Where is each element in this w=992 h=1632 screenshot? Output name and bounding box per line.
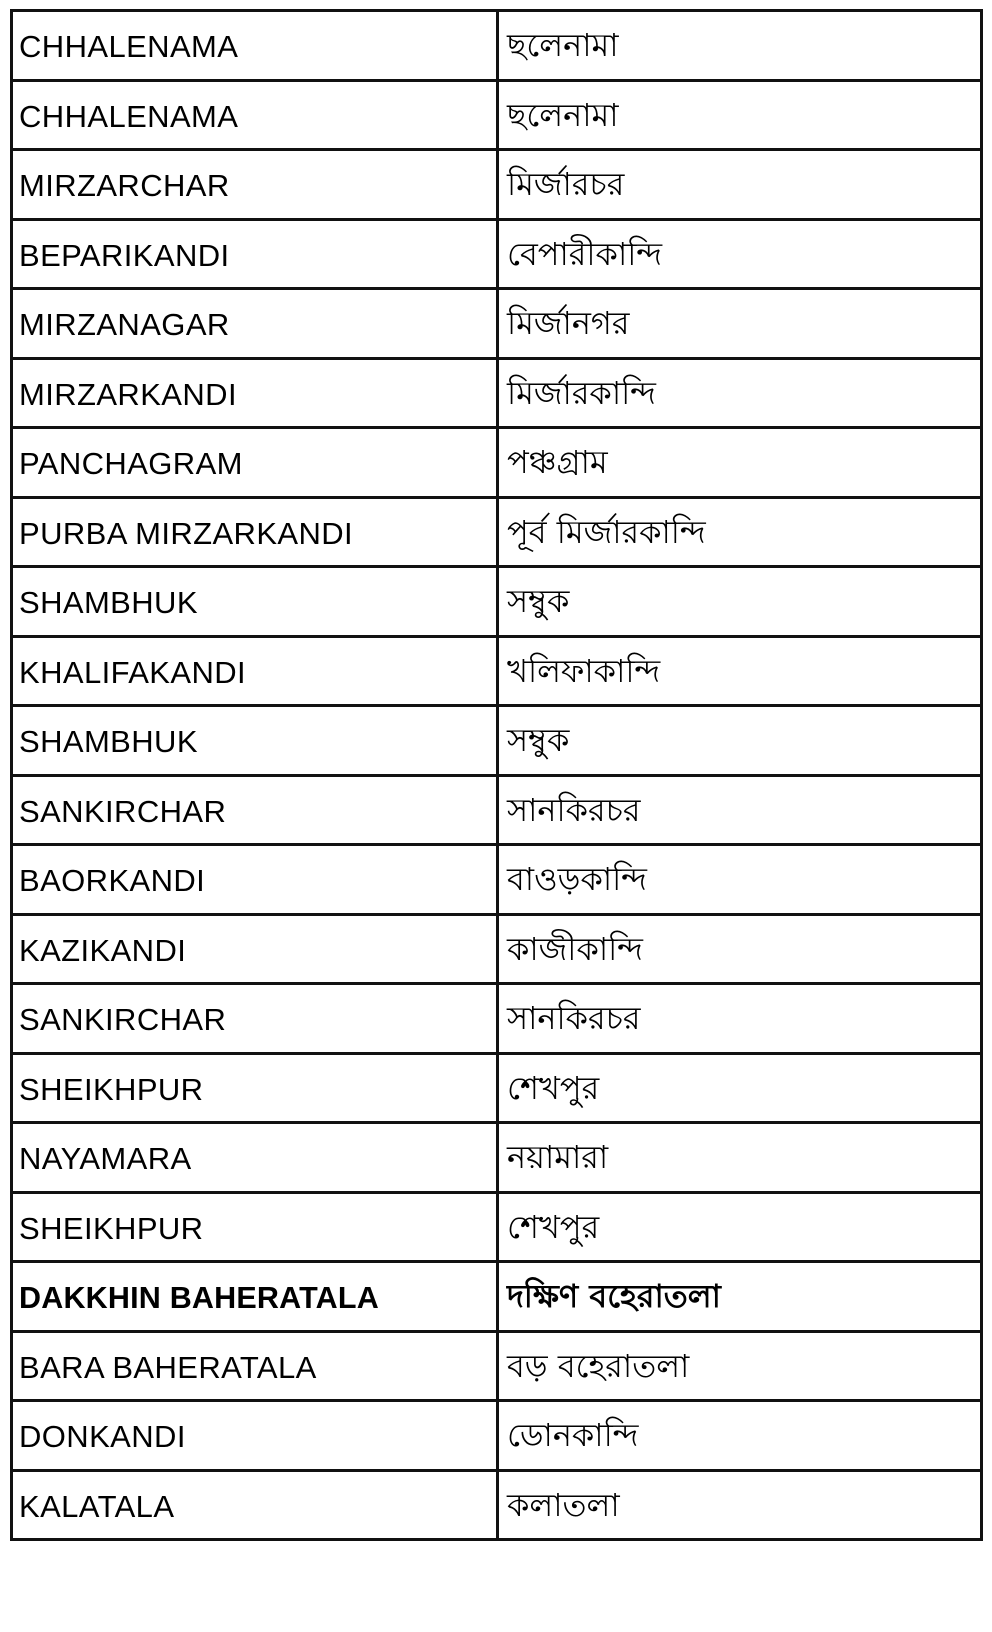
bengali-name-cell: মির্জারচর: [507, 165, 625, 203]
bengali-name-cell: ছলেনামা: [507, 95, 619, 134]
bengali-name-cell: বাওড়কান্দি: [507, 860, 647, 898]
english-name-cell: SHEIKHPUR: [13, 1055, 499, 1122]
table-row: [13, 360, 980, 430]
english-name-cell: KHALIFAKANDI: [13, 638, 499, 705]
table-row: [13, 1124, 980, 1194]
table-row: [13, 151, 980, 221]
bengali-name-cell: সম্বুক: [507, 582, 570, 620]
english-name-cell: MIRZARKANDI: [13, 360, 499, 427]
english-name-cell: BEPARIKANDI: [13, 221, 499, 288]
table-row: [13, 568, 980, 638]
english-name-cell: SHEIKHPUR: [13, 1194, 499, 1261]
english-name-cell: SANKIRCHAR: [13, 985, 499, 1052]
bengali-name-cell: বড় বহেরাতলা: [507, 1346, 690, 1385]
table-row: [13, 429, 980, 499]
bengali-name-cell: পূর্ব মির্জারকান্দি: [507, 512, 706, 551]
bengali-name-cell: শেখপুর: [507, 1068, 600, 1107]
table-row: [13, 1402, 980, 1472]
bengali-name-cell: পঞ্চগ্রাম: [507, 443, 608, 481]
english-name-cell: CHHALENAMA: [13, 12, 499, 79]
english-name-cell: KAZIKANDI: [13, 916, 499, 983]
english-name-cell: PURBA MIRZARKANDI: [13, 499, 499, 566]
table-row: [13, 1472, 980, 1542]
table-row: [13, 499, 980, 569]
english-name-cell: NAYAMARA: [13, 1124, 499, 1191]
bengali-name-cell: ছলেনামা: [507, 26, 619, 64]
bengali-name-cell: কাজীকান্দি: [507, 929, 643, 968]
bengali-name-cell: খলিফাকান্দি: [507, 651, 661, 690]
table-row: [13, 1263, 980, 1333]
english-name-cell: DAKKHIN BAHERATALA: [13, 1263, 499, 1330]
bengali-name-cell: শেখপুর: [507, 1207, 600, 1246]
table-row: [13, 707, 980, 777]
english-name-cell: MIRZANAGAR: [13, 290, 499, 357]
bengali-name-cell: সানকিরচর: [507, 999, 641, 1037]
english-name-cell: SANKIRCHAR: [13, 777, 499, 844]
english-name-cell: SHAMBHUK: [13, 707, 499, 774]
bengali-name-cell: কলাতলা: [507, 1485, 620, 1524]
english-name-cell: SHAMBHUK: [13, 568, 499, 635]
table-row: [13, 846, 980, 916]
table-row: [13, 1333, 980, 1403]
english-name-cell: DONKANDI: [13, 1402, 499, 1469]
table-row: [13, 12, 980, 82]
bengali-name-cell: বেপারীকান্দি: [507, 234, 663, 273]
english-name-cell: BARA BAHERATALA: [13, 1333, 499, 1400]
english-name-cell: BAORKANDI: [13, 846, 499, 913]
bengali-name-cell: সানকিরচর: [507, 790, 641, 829]
place-name-table: [10, 9, 983, 1541]
table-row: [13, 777, 980, 847]
english-name-cell: CHHALENAMA: [13, 82, 499, 149]
table-row: [13, 82, 980, 152]
bengali-name-cell: সম্বুক: [507, 721, 570, 759]
table-row: [13, 916, 980, 986]
bengali-name-cell: ডোনকান্দি: [507, 1416, 639, 1454]
table-row: [13, 221, 980, 291]
table-row: [13, 985, 980, 1055]
bengali-name-cell: মির্জারকান্দি: [507, 373, 656, 412]
english-name-cell: PANCHAGRAM: [13, 429, 499, 496]
bengali-name-cell: দক্ষিণ বহেরাতলা: [507, 1277, 721, 1315]
table-row: [13, 290, 980, 360]
table-row: [13, 638, 980, 708]
table-row: [13, 1055, 980, 1125]
english-name-cell: KALATALA: [13, 1472, 499, 1539]
english-name-cell: MIRZARCHAR: [13, 151, 499, 218]
bengali-name-cell: মির্জানগর: [507, 304, 630, 342]
bengali-name-cell: নয়ামারা: [507, 1138, 609, 1176]
table-row: [13, 1194, 980, 1264]
